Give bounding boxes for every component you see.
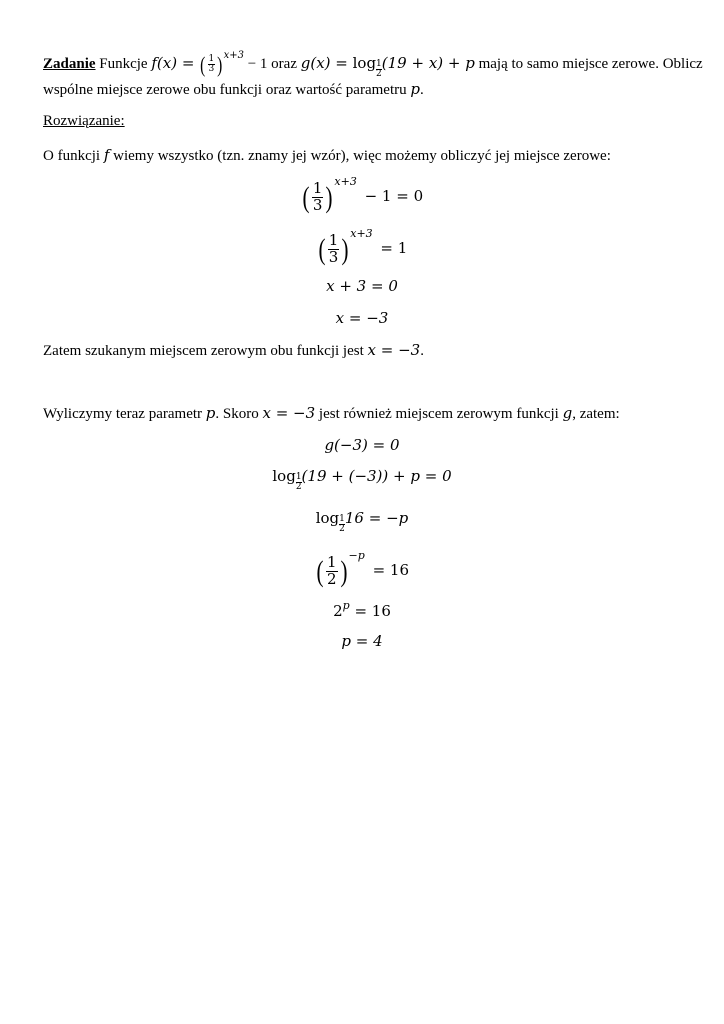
- equation-3: x + 3 = 0: [326, 277, 398, 295]
- text: Zatem szukanym miejscem zerowym obu funkcji jest: [43, 343, 368, 359]
- denominator: 3: [328, 248, 339, 267]
- denominator: 3: [208, 64, 215, 75]
- equation-9: [0, 599, 724, 620]
- text: . Skoro: [215, 406, 263, 422]
- equation-2: [0, 227, 724, 266]
- solution-heading: Rozwiązanie:: [43, 113, 125, 129]
- paren-close: ): [325, 180, 333, 214]
- eq-rest: 16 = −p: [344, 509, 409, 527]
- log: log: [272, 467, 296, 485]
- text: , zatem:: [572, 406, 620, 422]
- exponent: x+3: [223, 50, 244, 61]
- equation-8: [0, 549, 724, 588]
- numerator: 1: [312, 179, 323, 198]
- exponent: x+3: [350, 227, 373, 240]
- p-intro: [43, 404, 620, 423]
- param-p: p: [410, 80, 420, 98]
- eq-rest: (19 + (−3)) + p = 0: [301, 467, 452, 485]
- func-f: f: [103, 146, 110, 164]
- exponent: x+3: [334, 175, 357, 188]
- fraction-one-third: [328, 233, 340, 266]
- numerator: 1: [328, 231, 339, 250]
- exponent: −p: [348, 549, 365, 562]
- f-definition: f(x) =: [151, 54, 200, 72]
- numerator: 1: [339, 514, 345, 524]
- fraction-one-half: [326, 555, 338, 588]
- task-line-2: [43, 80, 424, 99]
- fraction-one-third: [208, 55, 216, 75]
- numerator: 1: [208, 53, 215, 64]
- paren-close: ): [340, 554, 348, 588]
- log: log: [352, 54, 377, 72]
- numerator: 1: [327, 553, 337, 572]
- task-text: − 1 oraz: [243, 56, 301, 72]
- equation-5: g(−3) = 0: [324, 436, 400, 454]
- task-text: mają to samo miejsce zerowe. Oblicz: [474, 56, 703, 72]
- numerator: 1: [295, 472, 302, 482]
- denominator: 3: [312, 196, 323, 215]
- paren-open: (: [200, 51, 206, 77]
- text: wiemy wszystko (tzn. znamy jej wzór), więc możemy obliczyć jej miejsce zerowe:: [109, 148, 611, 164]
- param-p: p: [205, 404, 216, 422]
- equation-4: x = −3: [335, 309, 389, 327]
- text: jest również miejscem zerowym funkcji: [315, 406, 563, 422]
- math-inline: x = −3: [367, 341, 421, 359]
- log: log: [315, 509, 340, 527]
- text: .: [420, 343, 424, 359]
- func-g: g: [562, 404, 573, 422]
- denominator: 2: [376, 69, 382, 79]
- paren-open: (: [316, 554, 324, 588]
- g-definition: g(x) =: [300, 54, 353, 72]
- exponent: p: [342, 599, 350, 612]
- denominator: 2: [295, 482, 302, 492]
- equation-10: p = 4: [341, 632, 383, 650]
- eq-rest: = 1: [380, 239, 408, 257]
- task-line-1: [43, 50, 703, 79]
- task-text: wspólne miejsce zerowe obu funkcji oraz wartość parametru: [43, 82, 411, 98]
- numerator: 1: [376, 59, 382, 69]
- text: Wyliczymy teraz parametr: [43, 406, 206, 422]
- eq-rest: = 16: [349, 602, 391, 620]
- equation-1: [0, 175, 724, 214]
- math-inline: x = −3: [262, 404, 316, 422]
- paren-close: ): [217, 51, 223, 77]
- log-argument: (19 + x) + p: [381, 54, 475, 72]
- eq-rest: = 16: [372, 561, 409, 579]
- conclusion: [43, 341, 424, 360]
- base: 2: [333, 602, 343, 620]
- paren-open: (: [302, 180, 310, 214]
- task-label: Zadanie: [43, 56, 96, 72]
- task-text: Funkcje: [95, 56, 152, 72]
- denominator: 2: [339, 524, 345, 534]
- paren-open: (: [318, 232, 326, 266]
- equation-7: [0, 509, 724, 534]
- denominator: 2: [327, 570, 337, 589]
- fraction-one-third: [312, 181, 324, 214]
- task-text: .: [419, 82, 424, 98]
- solution-intro: [43, 146, 611, 165]
- equation-6: [0, 467, 724, 492]
- text: O funkcji: [43, 148, 104, 164]
- paren-close: ): [341, 232, 349, 266]
- eq-rest: − 1 = 0: [364, 187, 424, 205]
